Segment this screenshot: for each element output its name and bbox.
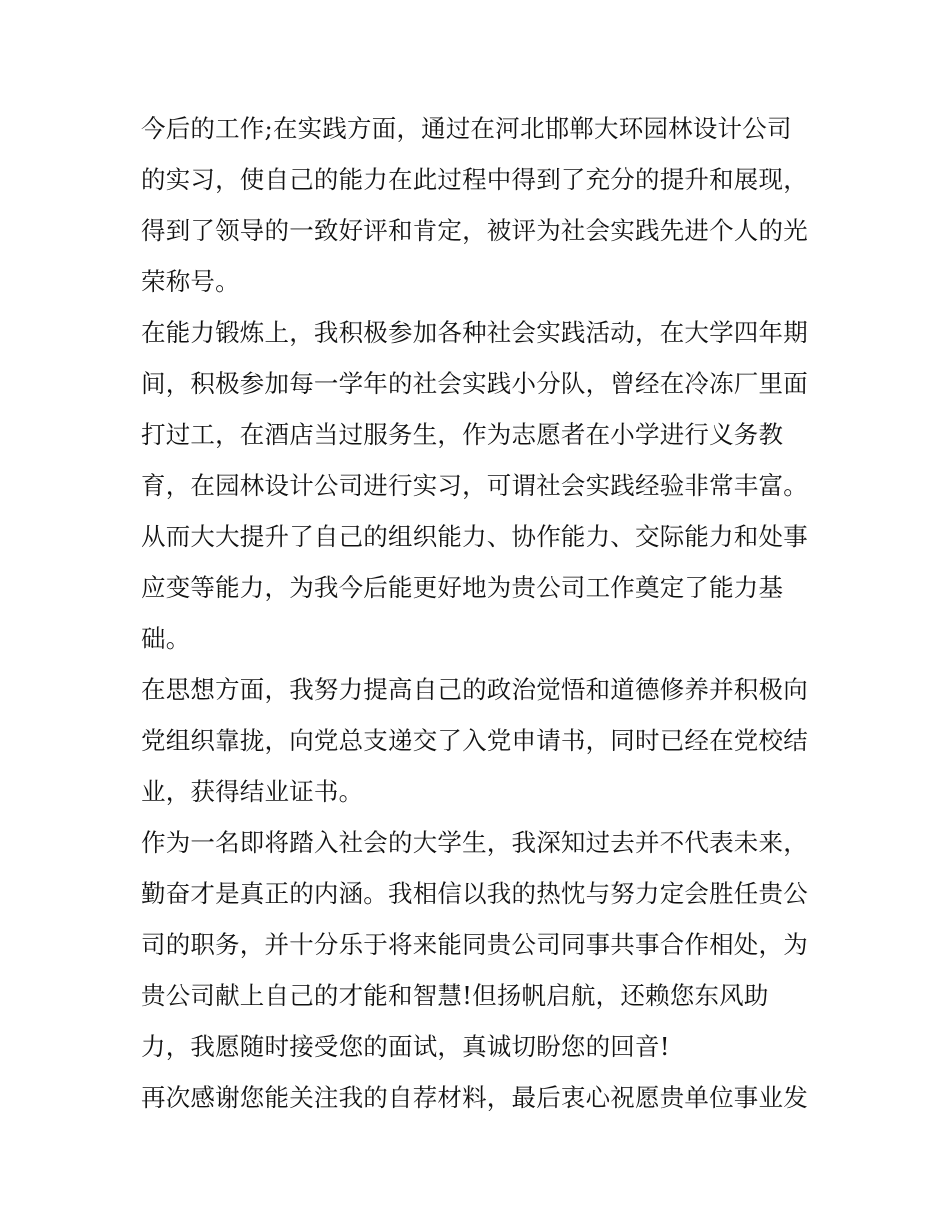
text-line: 党组织靠拢，向党总支递交了入党申请书，同时已经在党校结 bbox=[141, 726, 808, 755]
text-line: 在能力锻炼上，我积极参加各种社会实践活动，在大学四年期 bbox=[141, 318, 808, 347]
body-text bbox=[141, 103, 831, 1123]
text-line: 贵公司献上自己的才能和智慧!但扬帆启航，还赖您东风助 bbox=[141, 981, 769, 1010]
text-line: 再次感谢您能关注我的自荐材料，最后衷心祝愿贵单位事业发 bbox=[141, 1083, 808, 1112]
text-line: 的实习，使自己的能力在此过程中得到了充分的提升和展现， bbox=[141, 165, 808, 194]
text-line: 应变等能力，为我今后能更好地为贵公司工作奠定了能力基 bbox=[141, 573, 784, 602]
text-line: 作为一名即将踏入社会的大学生，我深知过去并不代表未来， bbox=[141, 828, 808, 857]
text-line: 荣称号。 bbox=[141, 267, 240, 296]
text-line: 础。 bbox=[141, 624, 191, 653]
text-line: 从而大大提升了自己的组织能力、协作能力、交际能力和处事 bbox=[141, 522, 808, 551]
text-line: 今后的工作;在实践方面，通过在河北邯郸大环园林设计公司 bbox=[141, 114, 792, 143]
text-line: 得到了领导的一致好评和肯定，被评为社会实践先进个人的光 bbox=[141, 216, 808, 245]
text-line: 育，在园林设计公司进行实习，可谓社会实践经验非常丰富。 bbox=[141, 471, 808, 500]
text-line: 业，获得结业证书。 bbox=[141, 777, 364, 806]
text-line: 力，我愿随时接受您的面试，真诚切盼您的回音! bbox=[141, 1032, 670, 1061]
text-line: 打过工，在酒店当过服务生，作为志愿者在小学进行义务教 bbox=[141, 420, 784, 449]
text-line: 司的职务，并十分乐于将来能同贵公司同事共事合作相处，为 bbox=[141, 930, 808, 959]
text-line: 间，积极参加每一学年的社会实践小分队，曾经在冷冻厂里面 bbox=[141, 369, 808, 398]
text-line: 在思想方面，我努力提高自己的政治觉悟和道德修养并积极向 bbox=[141, 675, 808, 704]
text-line: 勤奋才是真正的内涵。我相信以我的热忱与努力定会胜任贵公 bbox=[141, 879, 808, 908]
